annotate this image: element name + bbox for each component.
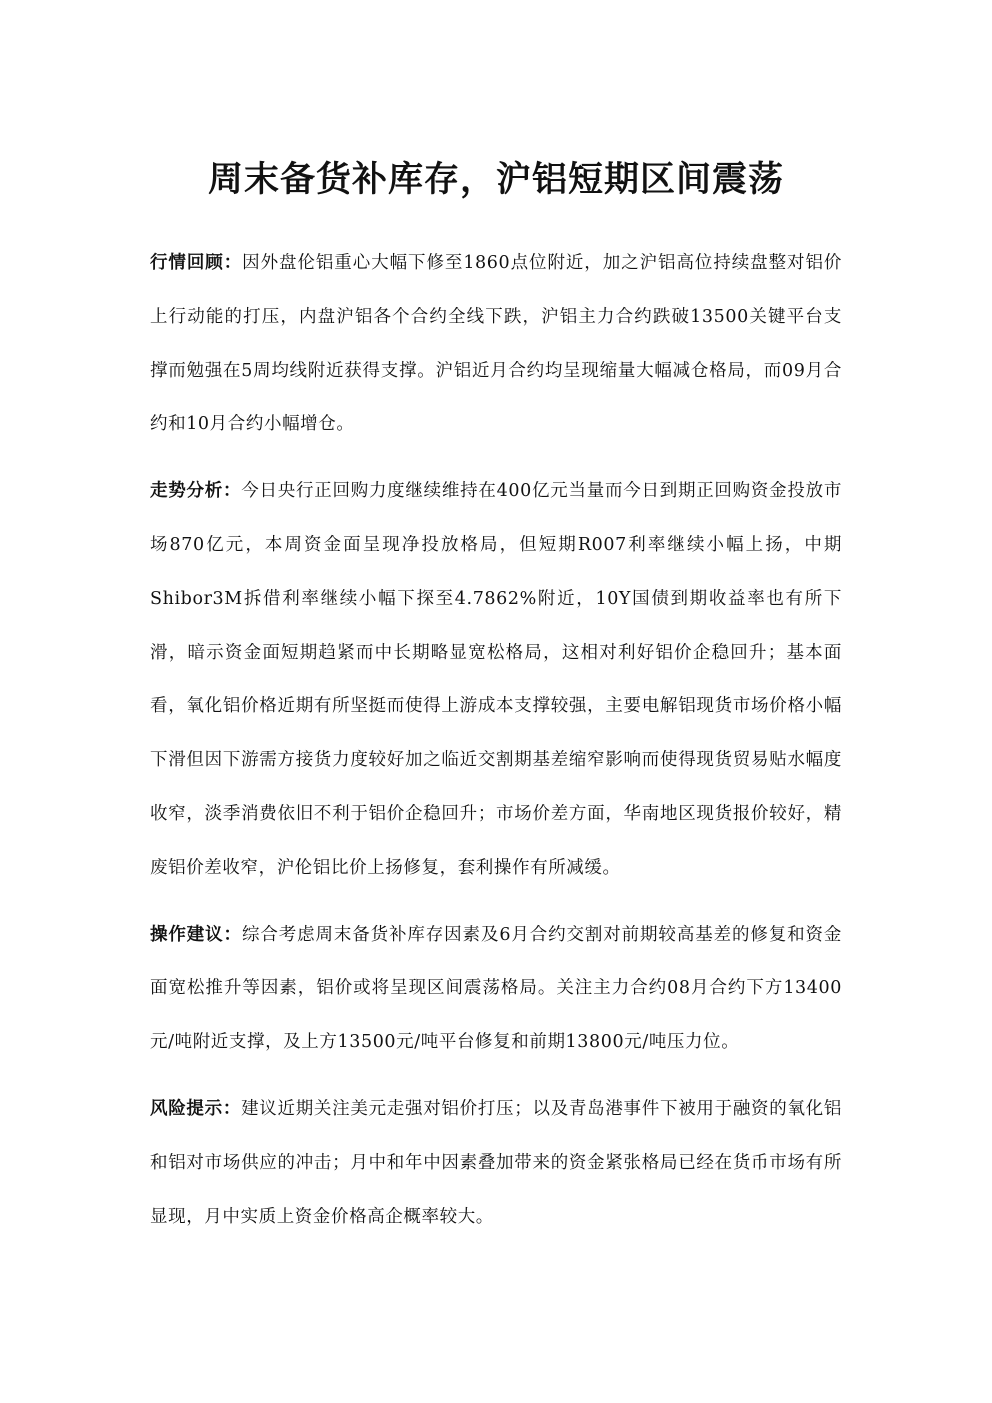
section-text: 今日央行正回购力度继续维持在400亿元当量而今日到期正回购资金投放市场870亿元，本周资金面呈现净投放格局，但短期R007利率继续小幅上扬，中期Shibor3M拆借利率继续小幅下探至4.7862%附近，10Y国债到期收益率也有所下滑，暗示资金面短期趋紧而中长期略显宽松格局，这相对利好铝价企稳回升；基本面看，氧化铝价格近期有所坚挺而使得上游成本支撑较强，主要电解铝现货市场价格小幅下滑但因下游需方接货力度较好加之临近交割期基差缩窄影响而使得现货贸易贴水幅度收窄，淡季消费依旧不利于铝价企稳回升；市场价差方面，华南地区现货报价较好，精废铝价差收窄，沪伦铝比价上扬修复，套利操作有所减缓。 bbox=[150, 481, 843, 878]
section-text: 因外盘伦铝重心大幅下修至1860点位附近，加之沪铝高位持续盘整对铝价上行动能的打压，内盘沪铝各个合约全线下跌，沪铝主力合约跌破13500关键平台支撑而勉强在5周均线附近获得支撑。沪铝近月合约均呈现缩量大幅减仓格局，而09月合约和10月合约小幅增仓。 bbox=[150, 253, 843, 435]
section-risk-warning bbox=[150, 1083, 842, 1244]
document-title: 周末备货补库存，沪铝短期区间震荡 bbox=[207, 160, 784, 200]
section-heading: 操作建议： bbox=[150, 924, 242, 945]
section-text: 综合考虑周末备货补库存因素及6月合约交割对前期较高基差的修复和资金面宽松推升等因素，铝价或将呈现区间震荡格局。关注主力合约08月合约下方13400元/吨附近支撑，及上方13500元/吨平台修复和前期13800元/吨压力位。 bbox=[150, 924, 843, 1053]
section-heading: 风险提示： bbox=[150, 1098, 242, 1119]
section-operation-advice bbox=[150, 909, 842, 1070]
section-trend-analysis bbox=[150, 465, 842, 895]
section-text: 建议近期关注美元走强对铝价打压；以及青岛港事件下被用于融资的氧化铝和铝对市场供应的冲击；月中和年中因素叠加带来的资金紧张格局已经在货币市场有所显现，月中实质上资金价格高企概率较大。 bbox=[150, 1098, 842, 1227]
document-body bbox=[150, 237, 842, 1257]
section-heading: 走势分析： bbox=[150, 481, 242, 502]
section-market-review bbox=[150, 237, 842, 452]
section-heading: 行情回顾： bbox=[150, 253, 243, 273]
